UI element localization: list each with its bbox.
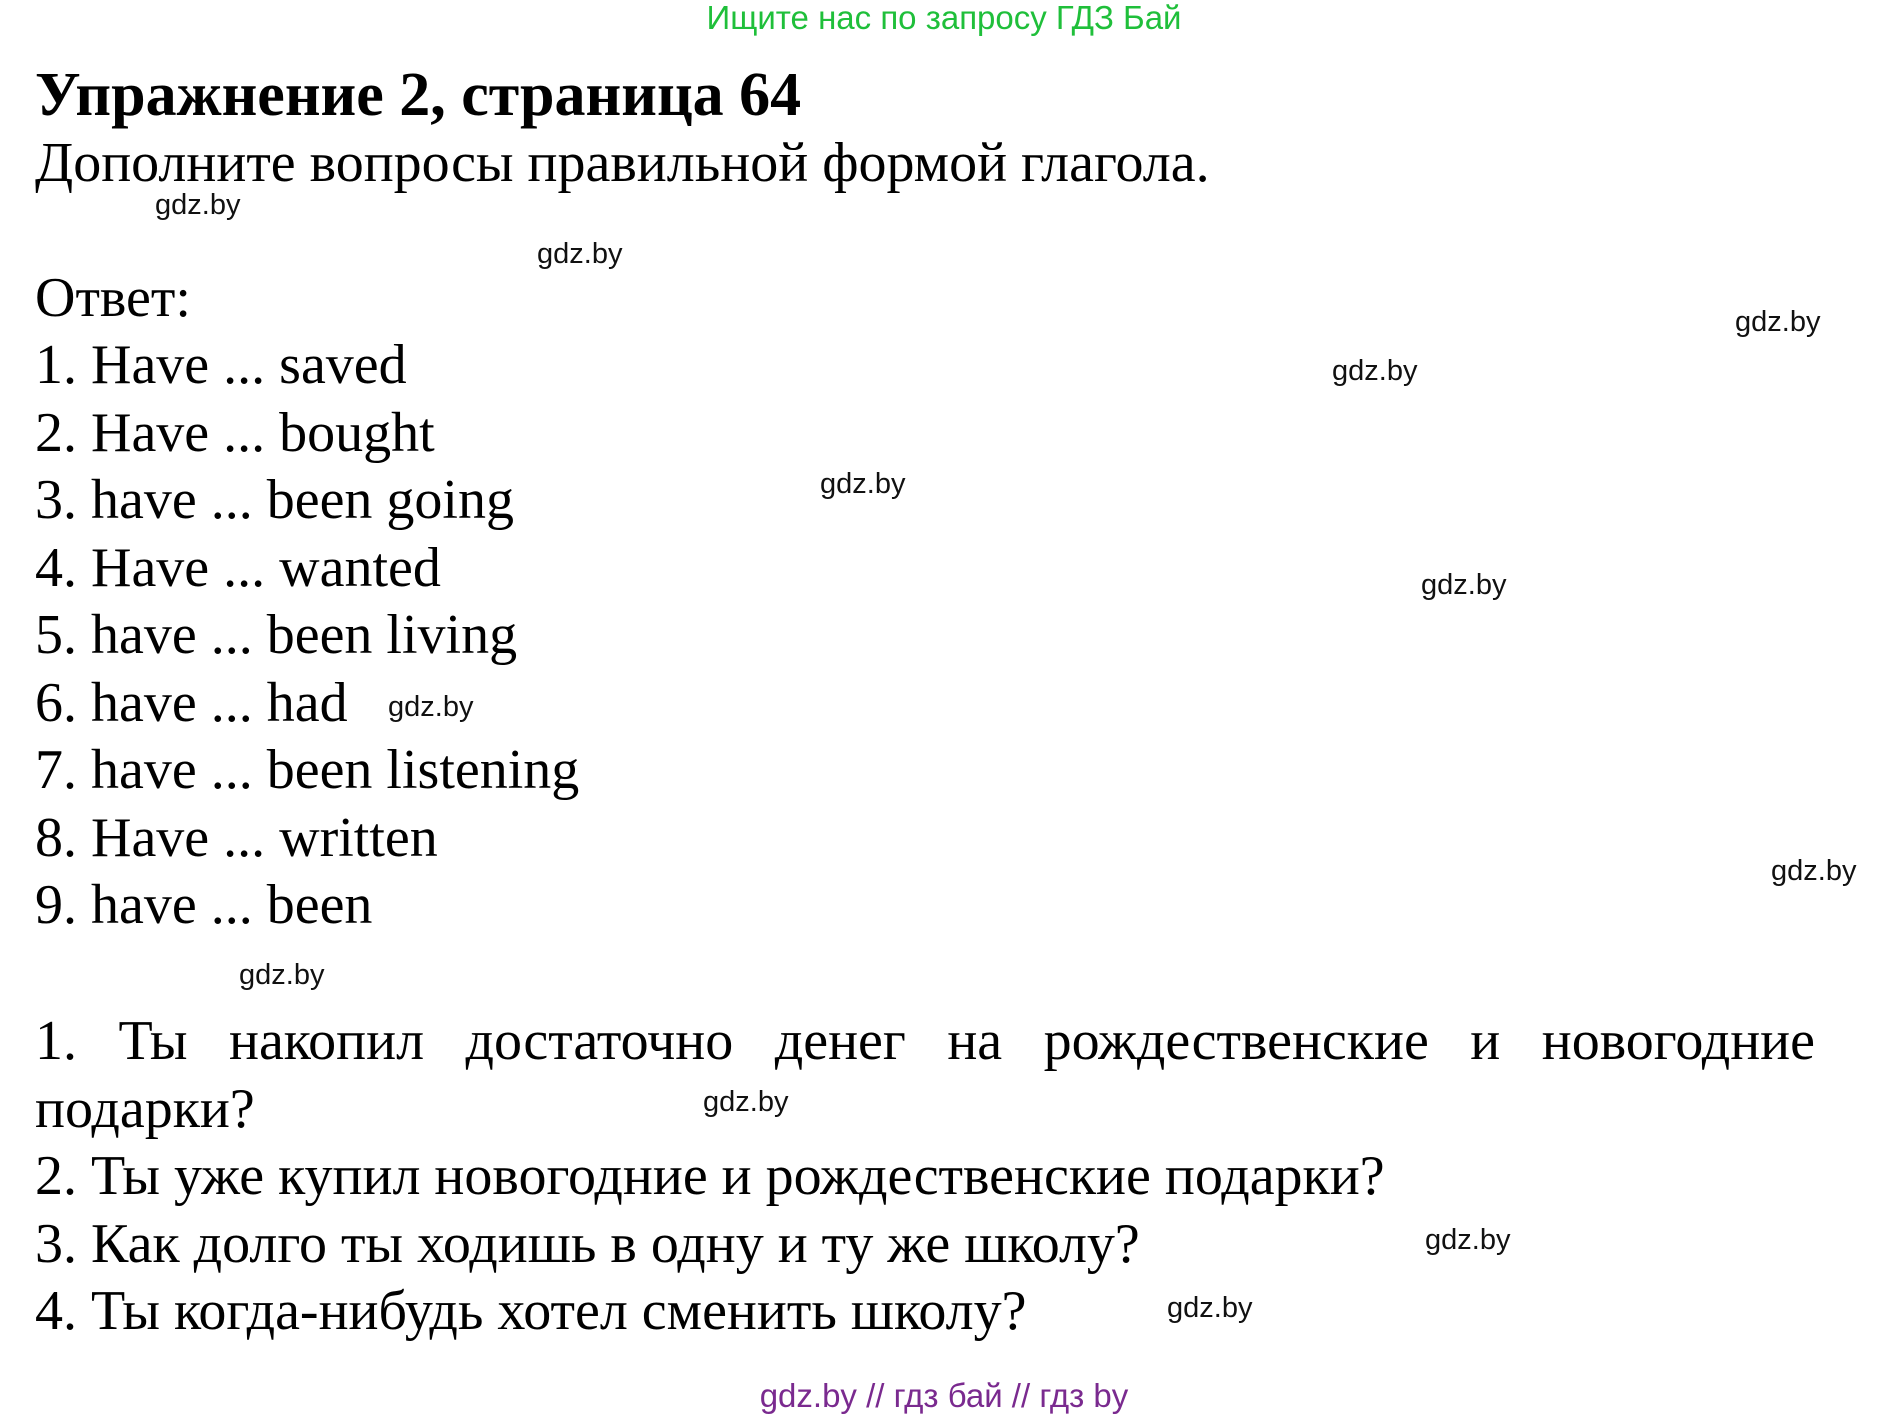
- translation-item: 4. Ты когда-нибудь хотел сменить школу?: [35, 1280, 1027, 1342]
- watermark: gdz.by: [820, 468, 906, 500]
- watermark: gdz.by: [1421, 569, 1507, 601]
- watermark: gdz.by: [703, 1086, 789, 1118]
- watermark: gdz.by: [388, 691, 474, 723]
- watermark: gdz.by: [239, 959, 325, 991]
- answer-item: 1. Have ... saved: [35, 334, 407, 396]
- footer-links: gdz.by // гдз бай // гдз by: [759, 1377, 1129, 1414]
- answer-label: Ответ:: [35, 267, 191, 329]
- translation-item: 1. Ты накопил достаточно денег на рождественские и новогодние подарки?: [35, 1010, 1815, 1140]
- answer-item: 5. have ... been living: [35, 604, 518, 666]
- watermark: gdz.by: [1425, 1224, 1511, 1256]
- search-hint-banner: Ищите нас по запросу ГДЗ Бай: [706, 0, 1182, 36]
- watermark: gdz.by: [1771, 855, 1857, 887]
- answer-item: 2. Have ... bought: [35, 401, 435, 464]
- answer-item: 6. have ... had: [35, 671, 348, 734]
- translation-item: 2. Ты уже купил новогодние и рождественские подарки?: [35, 1145, 1385, 1207]
- translation-list: [35, 1008, 1815, 1346]
- watermark: gdz.by: [537, 238, 623, 270]
- watermark: gdz.by: [1332, 355, 1418, 387]
- answer-item: 3. have ... been going: [35, 469, 514, 531]
- answer-item: 7. have ... been listening: [35, 739, 580, 801]
- watermark: gdz.by: [155, 189, 241, 221]
- exercise-title: Упражнение 2, страница 64: [35, 61, 802, 129]
- answer-list: [35, 332, 579, 940]
- translation-item: 3. Как долго ты ходишь в одну и ту же школу?: [35, 1212, 1140, 1275]
- answer-item: 9. have ... been: [35, 874, 373, 936]
- answer-item: 8. Have ... written: [35, 806, 438, 869]
- answer-item: 4. Have ... wanted: [35, 536, 441, 599]
- watermark: gdz.by: [1735, 306, 1821, 338]
- exercise-instruction: Дополните вопросы правильной формой глагола.: [35, 132, 1210, 194]
- watermark: gdz.by: [1167, 1292, 1253, 1324]
